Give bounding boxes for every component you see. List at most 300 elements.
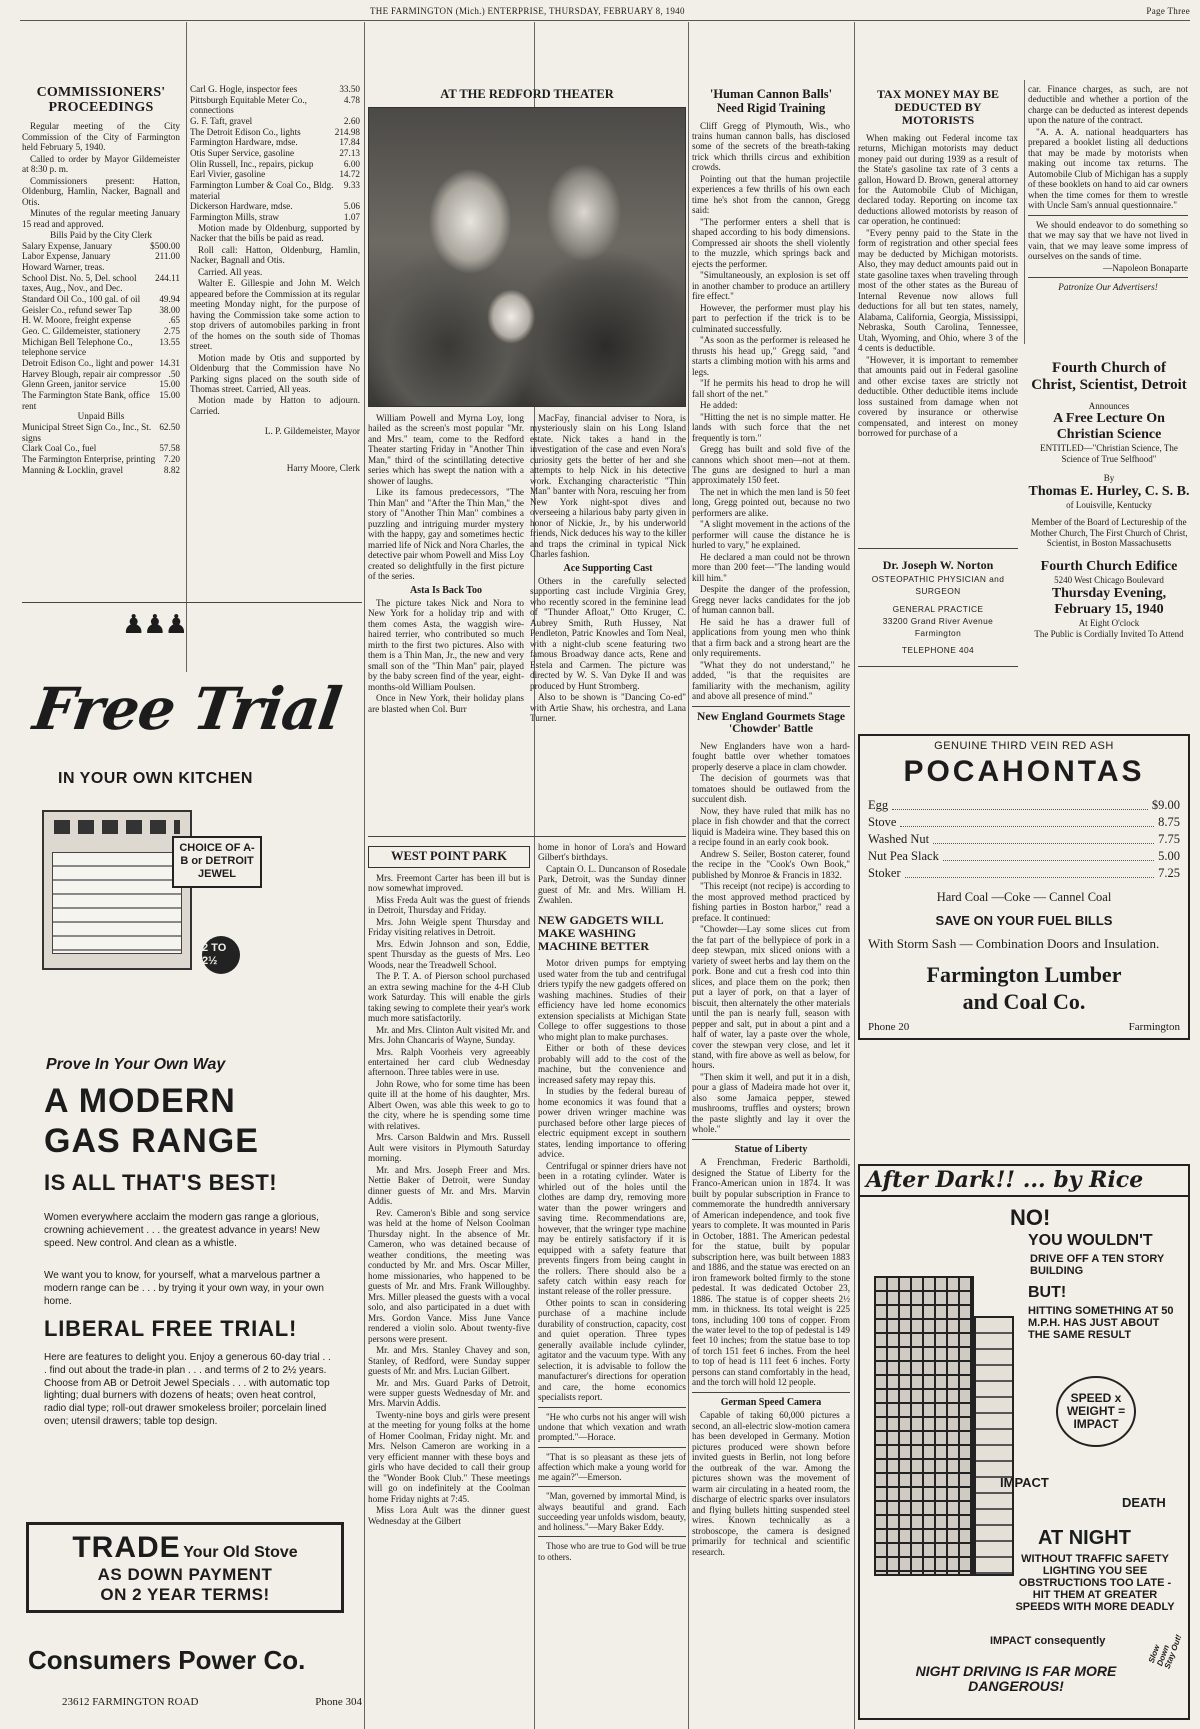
coal-ad: [858, 734, 1190, 1146]
coal-kinds: Hard Coal —Coke — Cannel Coal: [936, 889, 1112, 904]
westpoint-item: The P. T. A. of Pierson school purchased an extra sewing machine for the 4-H Club work Saturday. This will enable the girls taking sewing to complete their year's work much more satisfactorily.: [368, 971, 530, 1024]
redford-sub1: Asta Is Back Too: [410, 584, 482, 596]
tax-article-col1: [858, 84, 1018, 544]
leader-dots: [892, 797, 1148, 810]
gourmet-paragraph: New Englanders have won a hard-fought battle over whether tomatoes properly deserve a place in clam chowder.: [692, 740, 850, 772]
oven-door-icon: [52, 852, 182, 954]
redford-p5: MacFay, financial adviser to Nora, is mysteriously slain on his Long Island estate. Nick takes a hand in the investigation of the case and even Nora's curiosity gets the better of her and she attempts to help Nick in his detective work. Exchanging characteristic "Thin Man" banter with Nora, rescuing her from New York night-spot dives and overseeing a hilarious baby party given in honor of Nickie, Jr., by his underworld friends, Nick deduces his way to the killer and traps the criminal in typical Nick Charles fashion.: [530, 412, 686, 560]
westpoint-item: Mrs. Freemont Carter has been ill but is now somewhat improved.: [368, 872, 530, 894]
ledger-item: Earl Vivier, gasoline: [190, 169, 266, 180]
westpoint-item: Miss Freda Ault was the guest of friends in Detroit, Thursday and Friday.: [368, 894, 530, 916]
ledger-row: [22, 465, 180, 476]
divider: [692, 1392, 850, 1393]
ledger-row: [22, 422, 180, 443]
tax-p2: "Every penny paid to the State in the form of registration and other special fees may be deducted by Michigan motorists. Also, they may deduct amounts paid out in state gasoline taxes when traveling through most of the other states as the Bureau of Internal Revenue now allows full deductions for all but ten states, namely, Alabama, California, Georgia, Mississippi, Nebraska, South Carolina, Tennessee, Utah, Wyoming, and Ohio, where 3 of the 4 cents is deductible.: [858, 227, 1018, 354]
divider: [1028, 215, 1188, 216]
tax-p4: car. Finance charges, as such, are not deductible and whether a portion of the charge can be deducted as interest depends upon the nature of the contract.: [1028, 84, 1188, 126]
ad-line-3: HITTING SOMETHING AT 50 M.P.H. HAS JUST ABOUT THE SAME RESULT: [1028, 1305, 1174, 1341]
ledger-amount: 15.00: [159, 379, 180, 390]
ad-line-6: NIGHT DRIVING IS FAR MORE DANGEROUS!: [915, 1663, 1117, 1695]
gadgets-p2: Either or both of these devices probably will add to the cost of the machine, but the convenience and increased safety may repay this.: [538, 1043, 686, 1085]
section-rule: [22, 602, 362, 603]
page-number: Page Three: [1146, 6, 1190, 16]
divider: [538, 1486, 686, 1487]
redford-p6: Others in the carefully selected supporting cast include Virginia Grey, who recently scored in the feminine lead of "Thunder Afloat," Otto Kruger, C. Aubrey Smith, Ruth Hussey, Nat Pendleton, Patric Knowles and Tom Neal, with a night-club scene featuring two famous Broadway dance acts, Rene and Estela and Carmen. The picture was directed by W. S. Van Dyke II and was produced by Hunt Stromberg.: [530, 575, 686, 691]
church-edifice: Fourth Church Edifice: [1040, 559, 1178, 575]
cannon-paragraph: Despite the danger of the profession, Gregg never lacks candidates for the job of human cannon ball.: [692, 584, 850, 616]
doctor-phone: TELEPHONE 404: [901, 644, 975, 655]
tax-p5: "A. A. A. national headquarters has prepared a booklet listing all deductions that may be made by motorists when making out income tax returns. The Automobile Club of Michigan has a supply of these booklets on hand to aid car owners when the time comes for them to wrestle with Uncle Sam's annual questionnaire.": [1028, 126, 1188, 211]
westpoint-article: [368, 842, 530, 1722]
ledger-row: [190, 127, 360, 138]
church-of: of Louisville, Kentucky: [1066, 499, 1152, 510]
cannon-paragraph: He declared a man could not be thrown more than 200 feet—"The landing would kill him.": [692, 551, 850, 583]
unpaid-heading: Unpaid Bills: [77, 411, 125, 422]
coal-price: 5.00: [1158, 848, 1180, 863]
column-rule: [186, 22, 187, 672]
divider: [692, 1139, 850, 1140]
doctor-card: [858, 548, 1018, 698]
ledger-amount: 14.72: [339, 169, 360, 180]
doctor-practice: GENERAL PRACTICE: [892, 604, 984, 615]
church-lecture: A Free Lecture On Christian Science: [1053, 411, 1165, 443]
gadgets-p3: In studies by the federal bureau of home economics it was found that a power driven wringer machine was purchased before other large pieces of electric equipment except in southern states, lending importance to offering advice.: [538, 1086, 686, 1160]
gourmet-paragraph: The decision of gourmets was that tomatoes should be outlawed from the succulent dish.: [692, 773, 850, 805]
liberty-heading: Statue of Liberty: [734, 1143, 808, 1155]
ledger-amount: 62.50: [159, 421, 180, 432]
ledger-amount: 1.07: [343, 212, 360, 223]
coal-genuine: GENUINE THIRD VEIN RED ASH: [934, 740, 1114, 752]
ledger-item: Glenn Green, janitor service: [22, 379, 127, 390]
ledger-row: [190, 116, 360, 127]
ledger-item: Farmington Lumber & Coal Co., Bldg. material: [190, 180, 334, 201]
doctor-address: 33200 Grand River Avenue: [882, 616, 994, 627]
cannon-paragraph: "A slight movement in the actions of the performer will cause the distance he is hurled to vary," he explained.: [692, 519, 850, 551]
coal-price-list: [868, 797, 1180, 882]
ledger-amount: 6.00: [343, 158, 360, 169]
gourmet-paragraph: Now, they have ruled that milk has no place in fish chowder and that the correct liquid is Madeira wine. They based this on a recipe found in an early cook book.: [692, 805, 850, 848]
ledger-item: G. F. Taft, gravel: [190, 116, 253, 127]
ledger-amount: 211.00: [155, 251, 180, 262]
leader-dots: [933, 831, 1154, 844]
westpoint-item: Twenty-nine boys and girls were present at the meeting for young folks at the home of Homer Coolman, Friday night. Mr. and Mrs. Nelson Cameron are working in a very efficient manner with these boys and girls who have decided to call their group the "Wonder Book Club." These meetings will go on indefinitely at the Coolman home Friday nights at 7:45.: [368, 1409, 530, 1504]
bills-ledger: [22, 241, 180, 412]
consumers-power-ad: [22, 610, 360, 1720]
coal-city: Farmington: [1128, 1021, 1180, 1034]
quote-horace: "He who curbs not his anger will wish undone that which vexation and wrath prompted."—Horace.: [538, 1411, 686, 1443]
chefs-illustration-icon: ♟♟♟: [122, 610, 186, 639]
church-time: At Eight O'clock: [1078, 618, 1140, 629]
coal-grade: Nut Pea Slack: [868, 848, 939, 863]
church-by: By: [1103, 473, 1115, 484]
church-date2: February 15, 1940: [1054, 602, 1164, 618]
column-rule: [688, 22, 689, 1729]
motion-6: Motion made by Hatton to adjourn. Carried.: [190, 395, 360, 416]
gourmet-paragraph: Andrew S. Seiler, Boston caterer, found the recipe in the "Cook's Own Book," published by Monroe & Francis in 1832.: [692, 848, 850, 880]
ledger-row: [22, 326, 180, 337]
death-word: DEATH: [1122, 1495, 1166, 1510]
coal-price-row: [868, 831, 1180, 848]
ledger-item: Farmington Mills, straw: [190, 212, 280, 223]
ledger-amount: 13.55: [159, 336, 180, 347]
leader-dots: [900, 814, 1154, 827]
gadgets-p1: Motor driven pumps for emptying used water from the tub and centrifugal driers typify the new gadgets offered on washing machines. Studies of their efficiency have led home economics extension specialists at Michigan State College to offer suggestions to those who might plan to make purchases.: [538, 958, 686, 1042]
gadgets-heading: NEW GADGETS WILL MAKE WASHING MACHINE BETTER: [538, 912, 663, 954]
cannon-paragraph: "Hitting the net is no simple matter. He lands with such force that the net frequently is torn.": [692, 411, 850, 443]
coal-price: $9.00: [1151, 797, 1180, 812]
mayor-signature: L. P. Gildemeister, Mayor: [264, 426, 360, 437]
masthead: [0, 0, 1200, 22]
quote-emerson: "That is so pleasant as these jets of affection which make a young world for me again?"—Emerson.: [538, 1451, 686, 1483]
westpoint-item: Mr. and Mrs. Clinton Ault visited Mr. and Mrs. John Chancaris of Wayne, Sunday.: [368, 1024, 530, 1046]
church-announces: Announces: [1088, 400, 1130, 411]
gadgets-column: [538, 842, 686, 1722]
leader-dots: [943, 848, 1154, 861]
ledger-row: [22, 315, 180, 326]
cannon-paragraphs: [692, 121, 850, 702]
cannon-paragraph: Pointing out that the human projectile experiences a few thrills of his own each time he's shot from the cannon, Gregg said:: [692, 173, 850, 216]
cannon-paragraph: "As soon as the performer is released he thrusts his head up," Gregg said, "and starts a climbing motion with his arms and legs.: [692, 335, 850, 377]
commissioners-col1: [22, 84, 180, 604]
westpoint-item: Rev. Cameron's Bible and song service was held at the home of Nelson Coolman Thursday night. In the absence of Mr. Cameron, who was detained because of weather conditions, the meeting was conducted by Mr. and Mrs. Oscar Miller, home missionaries, who happened to be guests of Mr. and Mrs. Frank Willoughby. Mrs. Miller pleased the guests with a vocal solo, and also participated in a duet with Mrs. Gordon Vance. Miss June Vance rendered a violin solo. About twenty-five persons were present.: [368, 1207, 530, 1344]
motion-4: Walter E. Gillespie and John M. Welch appeared before the Commission at its regular meeting Monday night, for the purpose of having the Commission take some action to stop drivers of automobiles parking in front of the homes on the south side of Thomas street.: [190, 278, 360, 352]
column-rule: [854, 22, 855, 1729]
motion-1: Motion made by Oldenburg, supported by Nacker that the bills be paid as read.: [190, 222, 360, 244]
consumers-company: Consumers Power Co.: [28, 1645, 306, 1675]
cannon-paragraph: He said he has a drawer full of applications from young men who think that a firm back and a strong heart are the only requirements.: [692, 616, 850, 659]
cannon-paragraph: "What they do not understand," he added, "is that the requisites are familiarity with the mechanism, agility and above all presence of mind.": [692, 659, 850, 702]
ledger-item: School Dist. No. 5, Del. school taxes, Aug., Nov., and Dec.: [22, 272, 137, 294]
ledger-amount: 14.31: [159, 358, 180, 369]
terms-line: ON 2 YEAR TERMS!: [100, 1584, 270, 1604]
commissioners-col2: [190, 84, 360, 604]
ledger-amount: 15.00: [159, 390, 180, 401]
headline-best: IS ALL THAT'S BEST!: [44, 1170, 278, 1195]
ledger-item: The Farmington State Bank, office rent: [22, 390, 150, 411]
ledger-item: Michigan Bell Telephone Co., telephone service: [22, 336, 133, 358]
westpoint-heading: WEST POINT PARK: [368, 846, 530, 868]
church-name: Fourth Church of Christ, Scientist, Detroit: [1031, 360, 1187, 394]
coal-grade: Stove: [868, 814, 897, 829]
ledger-amount: 49.94: [159, 294, 180, 305]
doctor-title: OSTEOPATHIC PHYSICIAN and SURGEON: [871, 573, 1005, 596]
gourmet-paragraph: "Then skim it well, and put it in a dish, pour a glass of Madeira made hot over it, also some Jamaica pepper, stewed mushrooms, truffles and oysters; brown the paste slightly and lay it over the whole.": [692, 1071, 850, 1135]
ledger-row: [190, 201, 360, 212]
coal-footer: [868, 1021, 1180, 1034]
quote-eddy: "Man, governed by immortal Mind, is always beautiful and grand. Each succeeding year unfolds wisdom, beauty, and holiness."—Mary Baker Eddy.: [538, 1491, 686, 1533]
after-dark-ad: [858, 1164, 1190, 1720]
cannon-paragraph: He added:: [700, 400, 738, 411]
westpoint-item: Mr. and Mrs. Joseph Freer and Mrs. Nettie Baker of Detroit, were Sunday dinner guests of Mr. and Mrs. Marvin Addis.: [368, 1164, 530, 1207]
tax-heading: TAX MONEY MAY BE DEDUCTED BY MOTORISTS: [876, 87, 1000, 128]
westpoint-item: Mr. and Mrs. Stanley Chavey and son, Stanley, of Redford, were Sunday supper guests of Mr. and Mrs. Lucian Gilbert.: [368, 1345, 530, 1377]
redford-p4: Once in New York, their holiday plans are blasted when Col. Burr: [368, 693, 524, 714]
westpoint-item: Mrs. Ralph Voorheis very agreeably entertained her card club Wednesday afternoon. Three tables were in use.: [368, 1046, 530, 1078]
divider: [692, 706, 850, 707]
coal-firm-2: and Coal Co.: [962, 988, 1086, 1014]
ledger-item: The Detroit Edison Co., lights: [190, 126, 301, 137]
coal-ad-box: [858, 734, 1190, 1040]
westpoint-item: Mrs. Edwin Johnson and son, Eddie, spent Thursday as the guests of Mrs. Leo Woods, near the Treadwell School.: [368, 938, 530, 970]
doctor-city: Farmington: [914, 628, 962, 639]
unpaid-ledger: [22, 422, 180, 475]
masthead-title: THE FARMINGTON (Mich.) ENTERPRISE, THURSDAY, FEBRUARY 8, 1940: [370, 6, 685, 16]
napoleon-quote: We should endeavor to do something so that we may say that we have not lived in vain, that we may leave some impress of ourselves on the sands of time.: [1028, 219, 1188, 262]
motion-3: Carried. All yeas.: [198, 266, 263, 277]
ledger-amount: 27.13: [339, 148, 360, 159]
ledger-item: Howard Warner, treas.: [22, 262, 105, 273]
motion-5: Motion made by Otis and supported by Oldenburg that the Commission have No Parking signs placed on the south side of Thomas street. Carried, All yeas.: [190, 352, 360, 394]
divider: [538, 1536, 686, 1537]
ledger-item: Salary Expense, January: [22, 240, 113, 251]
ledger-row: [190, 159, 360, 170]
coal-price-row: [868, 865, 1180, 882]
ad-line-2: DRIVE OFF A TEN STORY BUILDING: [1030, 1253, 1165, 1277]
coal-firm-1: Farmington Lumber: [926, 962, 1122, 988]
ledger-item: Labor Expense, January: [22, 251, 111, 262]
westpoint-cont-1: home in honor of Lora's and Howard Gilbert's birthdays.: [538, 842, 686, 863]
westpoint-item: Mrs. John Weigle spent Thursday and Friday visiting relatives in Detroit.: [368, 916, 530, 938]
coal-grade: Stoker: [868, 865, 901, 880]
at-night: AT NIGHT: [1038, 1527, 1131, 1549]
ledger-item: Detroit Edison Co., light and power: [22, 358, 154, 369]
coal-sash: With Storm Sash — Combination Doors and Insulation.: [868, 935, 1160, 951]
coal-price: 7.75: [1158, 831, 1180, 846]
camera-text: Capable of taking 60,000 pictures a second, an all-electric slow-motion camera has been developed in Germany. Motion pictures produced were shown before invited guests in Berlin, not long before the outbreak of the war. Among the pictures shown was the movement of warm air circulating in a heated room, the discharge of electric sparks over insulators and flying bullets hitting suspended steel wires. Known technically as a stroboscope, the camera is designed primarily for technical and scientific research.: [692, 1410, 850, 1557]
camera-heading: German Speed Camera: [720, 1396, 822, 1408]
ad-copy-2: We want you to know, for yourself, what a marvelous partner a modern range can be . . . by trying it your own way, in your own home.: [44, 1270, 324, 1307]
ledger-row: [22, 251, 180, 262]
ad-line-4: WITHOUT TRAFFIC SAFETY LIGHTING YOU SEE OBSTRUCTIONS TOO LATE - HIT THEM AT GREATER SPEEDS WITH MORE DEADLY: [1015, 1553, 1175, 1613]
westpoint-item: John Rowe, who for some time has been quite ill at the home of his daughter, Mrs. Albert Owen, was able this week to go to the city, where he is spending some time with relatives.: [368, 1078, 530, 1131]
commissioners-intro-2: Called to order by Mayor Gildemeister at 8:30 p. m.: [22, 153, 180, 175]
ledger-row: [22, 294, 180, 305]
church-member: Member of the Board of Lectureship of the Mother Church, The First Church of Christ, Scientist, in Boston Massachusetts: [1030, 516, 1188, 549]
col2-ledger: [190, 84, 360, 223]
westpoint-cont-2: Captain O. L. Duncanson of Rosedale Park, Detroit, was the Sunday dinner guest of Mr. and Mrs. William H. Zwahlen.: [538, 863, 686, 906]
ledger-item: Farmington Hardware, mdse.: [190, 137, 298, 148]
church-notice: [1028, 360, 1190, 700]
ledger-item: Carl G. Hogle, inspector fees: [190, 84, 298, 94]
consumers-address: 23612 FARMINGTON ROAD: [62, 1696, 199, 1708]
coal-grade: Egg: [868, 797, 889, 812]
ledger-row: [22, 358, 180, 369]
gourmet-paragraph: "Chowder—Lay some slices cut from the fat part of the bellypiece of pork in a deep stewpan, mix sliced onions with a variety of sweet herbs and lay them on the pork. Bone and cut a fresh cod into thin slices, and place them on the pork; then put a layer of pork, on that a layer of biscuit, then alternately the other materials until the pan is nearly full, season with pepper and salt, put in about a pint and a half of water, lay a paste over the whole, cover the stewpan very close, and let it stand, with fire above as well as below, for hours.: [692, 924, 850, 1071]
ledger-item: Otis Super Service, gasoline: [190, 148, 295, 159]
doctor-name: Dr. Joseph W. Norton: [882, 558, 994, 572]
building-icon: [874, 1276, 974, 1576]
ledger-row: [190, 212, 360, 223]
motion-2: Roll call: Hatton, Oldenburg, Hamlin, Nacker, Bagnall and Otis.: [190, 244, 360, 266]
ledger-amount: 244.11: [155, 272, 180, 283]
cannon-paragraph: However, the performer must play his part to perfection if the trick is to be culminated successfully.: [692, 302, 850, 334]
ledger-item: Geisler Co., refund sewer Tap: [22, 304, 132, 315]
free-trial-title: Free Trial: [29, 675, 345, 743]
coal-price-row: [868, 848, 1180, 865]
ledger-row: [22, 337, 180, 358]
bills-heading: Bills Paid by the City Clerk: [50, 230, 152, 241]
church-speaker: Thomas E. Hurley, C. S. B.: [1028, 483, 1190, 499]
ledger-row: [22, 305, 180, 316]
impact-word: IMPACT: [1000, 1475, 1049, 1490]
ledger-row: [22, 369, 180, 380]
commissioners-intro-1: Regular meeting of the City Commission of the City of Farmington held February 5, 1940.: [22, 121, 180, 153]
doctor-box: [858, 548, 1018, 667]
westpoint-item: Mrs. Carson Baldwin and Mrs. Russell Ault were visitors in Plymouth Saturday morning.: [368, 1132, 530, 1164]
ledger-row: [22, 241, 180, 252]
kitchen-subtitle: IN YOUR OWN KITCHEN: [58, 770, 253, 787]
cannon-heading-1: 'Human Cannon Balls': [709, 87, 833, 101]
ledger-amount: 4.78: [343, 94, 360, 105]
ledger-row: [190, 137, 360, 148]
liberty-text: A Frenchman, Frederic Bartholdi, designed the Statue of Liberty for the Franco-American union in 1874. It was built by popular subscription in France to commemorate the hundredth anniversary of American independence, and took five years to complete. It was mounted in Paris in October, 1881. The American pedestal for the statue, built by popular subscription here, was built between 1883 and 1886, and the statue was erected on an iron framework bolted firmly to the stone pedestal. It was dedicated October 23, 1886. The statue is of copper sheets 2½ mm. in thickness. Its total weight is 225 tons, including 100 tons of copper. From the water level to the top of pedestal is 149 feet 10 inches; from the statue base to top of torch 151 feet 6 inches. From the heel to top of head is 111 feet 6 inches. Forty persons can stand comfortably in the head, and the torch will hold 12 people.: [692, 1157, 850, 1388]
slow-down-sign: Slow Down Stay Out!: [1146, 1633, 1184, 1671]
ledger-amount: 2.60: [343, 116, 360, 127]
ledger-item: The Farmington Enterprise, printing: [22, 453, 156, 464]
no-word: NO!: [1010, 1205, 1051, 1230]
headline-gas-range: GAS RANGE: [44, 1122, 259, 1160]
ledger-row: [22, 390, 180, 411]
gadgets-p5: Other points to scan in considering purchase of a machine include durability of construction, capacity, cost and quiet operation. Three types generally available include cylinder, agitator and the vacuum type. With any selection, it is advisable to follow the manufacturer's directions for operation and care, the home economics specialists report.: [538, 1297, 686, 1403]
coal-phone: Phone 20: [868, 1021, 910, 1034]
cannon-paragraph: "Simultaneously, an explosion is set off in another chamber to produce an artillery fire effect.": [692, 270, 850, 302]
commissioners-intro-3: Commissioners present: Hatton, Oldenburg, Hamlin, Nacker, Bagnall and Otis.: [22, 175, 180, 207]
ledger-row: [22, 454, 180, 465]
cannon-paragraph: The net in which the men land is 50 feet long, Gregg pointed out, because no two performers are alike.: [692, 486, 850, 518]
coal-save: SAVE ON YOUR FUEL BILLS: [935, 912, 1113, 928]
trade-word: TRADE: [72, 1531, 181, 1564]
ledger-row: [190, 180, 360, 201]
ledger-row: [22, 262, 180, 273]
redford-article: [368, 84, 686, 824]
redford-p2: Like its famous predecessors, "The Thin Man" and "After the Thin Man," the story of "Another Thin Man" combines a puzzling and intriguing murder mystery with the happy, gay and sometimes hectic married life of Nick and Nora Charles, the detective pair whom Powell and Miss Loy created so delightfully in the first picture of the series.: [368, 487, 524, 582]
ledger-amount: 7.20: [163, 453, 180, 464]
cannon-paragraph: Gregg has built and sold five of the cannons which shoot men—not at them. The guns are designed to hurl a man approximately 150 feet.: [692, 444, 850, 486]
top-rule: [20, 20, 1190, 21]
ledger-item: Pittsburgh Equitable Meter Co., connections: [190, 94, 307, 116]
clerk-signature: Harry Moore, Clerk: [286, 462, 360, 473]
ledger-amount: 214.98: [334, 126, 360, 137]
ledger-row: [190, 148, 360, 159]
church-edifice-addr: 5240 West Chicago Boulevard: [1054, 575, 1164, 586]
coal-grade: Washed Nut: [868, 831, 930, 846]
burners-icon: [54, 820, 180, 834]
trade-sub: Your Old Stove: [183, 1544, 298, 1561]
cannon-paragraph: Cliff Gregg of Plymouth, Wis., who trains human cannon balls, has disclosed some of the secrets of the breath-taking trick which thrills circus and exhibition crowds.: [692, 120, 850, 173]
ledger-amount: 5.06: [343, 201, 360, 212]
ledger-item: Clark Coal Co., fuel: [22, 443, 97, 454]
ledger-row: [22, 273, 180, 294]
column-rule: [364, 22, 365, 1729]
ledger-row: [22, 379, 180, 390]
coal-price: 7.25: [1158, 865, 1180, 880]
cannon-column: [692, 84, 850, 1720]
ledger-row: [190, 169, 360, 180]
ledger-item: Standard Oil Co., 100 gal. of oil: [22, 294, 141, 305]
ad-line-1: YOU WOULDN'T: [1028, 1232, 1153, 1249]
ledger-amount: 9.33: [343, 180, 360, 191]
coal-price: 8.75: [1158, 814, 1180, 829]
cannon-paragraph: "If he permits his head to drop he will fall short of the net.": [692, 378, 850, 399]
ledger-amount: 8.82: [163, 464, 180, 475]
patronize-line: Patronize Our Advertisers!: [1058, 282, 1158, 293]
divider: [538, 1407, 686, 1408]
after-dark-title: After Dark!! ... by Rice: [860, 1166, 1188, 1197]
westpoint-items: [368, 873, 530, 1527]
ledger-item: H. W. Moore, freight expense: [22, 315, 131, 326]
liberal-free-trial: LIBERAL FREE TRIAL!: [44, 1316, 298, 1341]
church-entitled: ENTITLED—"Christian Science, The Science of True Selfhood": [1040, 443, 1178, 465]
ledger-row: [190, 84, 360, 95]
tax-p3: "However, it is important to remember that amounts paid out in Federal gasoline and other excise taxes are strictly not deductible. Other deductible items include loss sustained from damage when not covered by insurance or otherwise compensated, and interest on money borrowed for purchase of a: [858, 354, 1018, 439]
tax-p1: When making out Federal income tax returns, Michigan motorists may deduct money paid out during 1939 as a result of the State's gasoline tax rate of 3 cents a gallon, Howard D. Brown, general attorney for the Automobile Club of Michigan, declared today. Reporting on income tax deductions allowed motorists by reason of car operation, he continued:: [858, 132, 1018, 227]
divider: [1028, 277, 1188, 278]
gadgets-p4: Centrifugal or spinner driers have not been in a rotating cylinder. Water is whirled out of the holes until the clothes are damp dry, removing more water than the power wringers and saving time. Recommendations are, however, that the wringer type machine may be entirely satisfactory if it is equipped with a safety feature that prevents fingers from being caught in the rollers. There should also be a safety catch within easy reach for instant release of the roller pressure.: [538, 1160, 686, 1297]
coal-price-row: [868, 797, 1180, 814]
cannon-heading-2: Need Rigid Training: [716, 100, 826, 115]
trade-box: [26, 1522, 344, 1613]
choice-box: CHOICE OF A-B or DETROIT JEWEL: [172, 836, 262, 888]
consumers-address-row: [62, 1696, 362, 1709]
commissioners-heading: COMMISSIONERS' PROCEEDINGS: [36, 85, 166, 115]
ledger-amount: $500.00: [150, 240, 180, 251]
ad-line-5: IMPACT consequently: [990, 1635, 1106, 1647]
napoleon-attr: —Napoleon Bonaparte: [1103, 262, 1188, 273]
redford-p3: The picture takes Nick and Nora to New York for a holiday trip and with them comes Asta, the waggish wire-haired terrier, who contributed so much mirth to the first two pictures. Also with them is a Thin Man, Jr., the new and very small son of the "Thin Man" pair, played by the baby screen find of the year, eight-months-old William Poulsen.: [368, 597, 524, 692]
coal-brand: POCAHONTAS: [903, 754, 1145, 788]
ledger-item: Harvey Blough, repair air compressor: [22, 368, 162, 379]
ledger-amount: .65: [168, 315, 180, 326]
ledger-row: [190, 95, 360, 116]
ledger-item: Geo. C. Gildemeister, stationery: [22, 326, 141, 337]
leader-dots: [905, 865, 1154, 878]
building-side-icon: [974, 1316, 1014, 1576]
gourmets-heading: New England Gourmets Stage 'Chowder' Battle: [697, 710, 845, 736]
redford-heading: AT THE REDFORD THEATER: [440, 87, 614, 101]
but-word: BUT!: [1028, 1284, 1067, 1301]
coal-price-row: [868, 814, 1180, 831]
ledger-item: Municipal Street Sign Co., Inc., St. signs: [22, 421, 152, 443]
formula-circle: SPEED x WEIGHT = IMPACT: [1056, 1376, 1136, 1447]
gas-range-icon: [42, 810, 192, 970]
westpoint-item: Mr. and Mrs. Guard Parks of Detroit, were supper guests Wednesday of Mr. and Mrs. Marvin Addis.: [368, 1377, 530, 1409]
ledger-amount: .50: [168, 368, 180, 379]
down-payment-line: AS DOWN PAYMENT: [97, 1565, 273, 1585]
thin-man-photo: [368, 107, 686, 407]
ledger-item: Olin Russell, Inc., repairs, pickup: [190, 158, 314, 169]
prove-line: Prove In Your Own Way: [46, 1056, 226, 1073]
ledger-amount: [177, 262, 180, 273]
divider: [538, 1447, 686, 1448]
redford-p7: Also to be shown is "Dancing Co-ed" with Artie Shaw, his orchestra, and Lana Turner.: [530, 692, 686, 724]
section-rule: [368, 836, 686, 837]
quote-true: Those who are true to God will be true to others.: [538, 1541, 686, 1562]
ad-copy-1: Women everywhere acclaim the modern gas range a glorious, crowning achievement . . . the greatest advance in years! New speed. New control. And clean as a whistle.: [44, 1212, 320, 1249]
consumers-phone: Phone 304: [315, 1696, 362, 1708]
ad-copy-3: Here are features to delight you. Enjoy a generous 60-day trial . . . find out about the trade-in plan . . . and terms of 2 to 2½ years. Choose from AB or Detroit Jewel Specials . . . with automatic top lighting; dual burners with dozens of heats; oven heat control, radio dial type; roll-out drawer smokeless broiler; porcelain lined oven; utensil drawers; table top design.: [44, 1352, 331, 1427]
redford-sub2: Ace Supporting Cast: [563, 562, 653, 574]
cannon-paragraph: "The performer enters a shell that is shaped according to his body dimensions. Compressed air shoots the shell violently to the muzzle, which springs back and ejects the performer.: [692, 216, 850, 269]
church-invite: The Public is Cordially Invited To Attend: [1034, 629, 1184, 640]
redford-p1: William Powell and Myrna Loy, long hailed as the screen's most popular "Mr. and Mrs." team, come to the Redford Theater starting Friday in "Another Thin Man," third of the scintillating detective series which has swept the nation with a shower of laughs.: [368, 412, 524, 486]
column-rule: [1024, 80, 1025, 344]
westpoint-item: Miss Lora Ault was the dinner guest Wednesday at the Gilbert: [368, 1505, 530, 1526]
ledger-item: Manning & Locklin, gravel: [22, 464, 124, 475]
ledger-amount: 17.84: [339, 137, 360, 148]
gourmet-paragraph: "This receipt (not recipe) is according to the most approved method practiced by fishing parties in Boston harbor," read a preface. It continued:: [692, 881, 850, 923]
terms-badge: 2 TO 2½: [202, 936, 240, 974]
church-date1: Thursday Evening,: [1051, 586, 1167, 602]
